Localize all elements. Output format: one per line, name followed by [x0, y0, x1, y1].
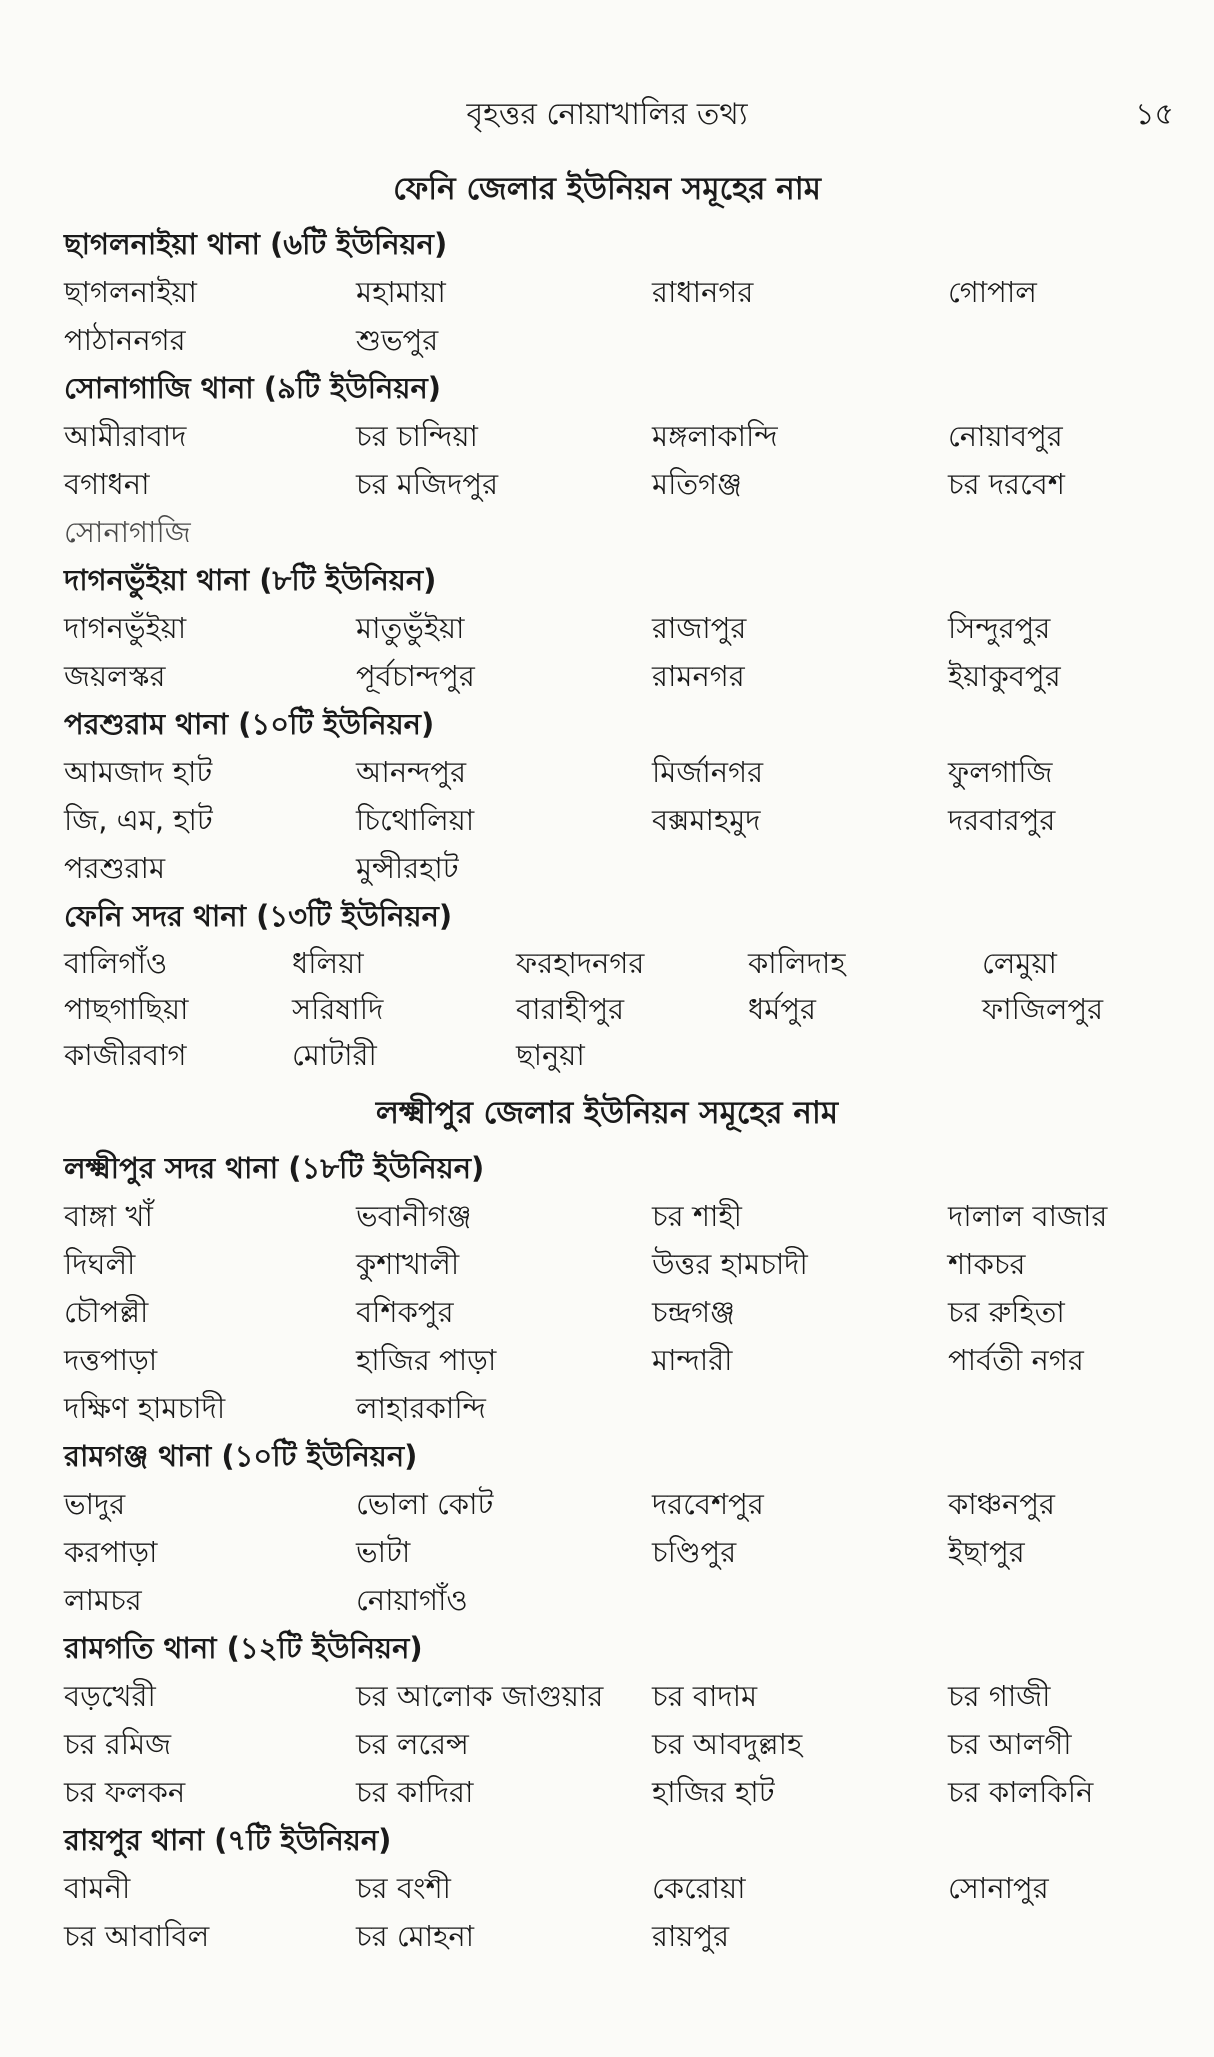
union-row — [64, 748, 1144, 796]
union-name: লামচর — [64, 1583, 142, 1617]
union-row — [64, 1336, 1144, 1384]
union-name: দত্তপাড়া — [64, 1343, 158, 1377]
union-name: সোনাপুর — [948, 1871, 1049, 1905]
union-name: রাধানগর — [652, 275, 754, 309]
union-name: ধর্মপুর — [748, 992, 816, 1026]
thana-heading-lakshmipur-sadar: লক্ষ্মীপুর সদর থানা (১৮টি ইউনিয়ন) — [64, 1151, 485, 1185]
union-name: সিন্দুরপুর — [948, 611, 1051, 645]
union-name: চর কালকিনি — [948, 1775, 1094, 1809]
thana-heading-raipur: রায়পুর থানা (৭টি ইউনিয়ন) — [64, 1823, 392, 1857]
union-name: দিঘলী — [64, 1247, 136, 1281]
union-name: ছানুয়া — [516, 1038, 585, 1072]
union-name: চর বংশী — [356, 1871, 451, 1905]
thana-heading-ramganj: রামগঞ্জ থানা (১০টি ইউনিয়ন) — [64, 1439, 418, 1473]
union-name: ধলিয়া — [292, 946, 364, 980]
union-name: ছাগলনাইয়া — [64, 275, 197, 309]
union-name: মুন্সীরহাট — [356, 851, 459, 885]
union-name: রাজাপুর — [652, 611, 747, 645]
union-name: পার্বতী নগর — [948, 1343, 1084, 1377]
district-title-feni: ফেনি জেলার ইউনিয়ন সমূহের নাম — [393, 171, 821, 207]
district-title-lakshmipur: লক্ষ্মীপুর জেলার ইউনিয়ন সমূহের নাম — [375, 1095, 839, 1131]
union-name: রামনগর — [652, 659, 745, 693]
union-name: চৌপল্লী — [64, 1295, 149, 1329]
union-name: বারাহীপুর — [516, 992, 625, 1026]
union-name: চর লরেন্স — [356, 1727, 469, 1761]
union-name: ভাদুর — [64, 1487, 126, 1521]
union-name: কাঞ্চনপুর — [948, 1487, 1055, 1521]
thana-heading-parshuram: পরশুরাম থানা (১০টি ইউনিয়ন) — [64, 707, 435, 741]
union-name: চর ফলকন — [64, 1775, 186, 1809]
union-name: মঙ্গলাকান্দি — [652, 419, 778, 453]
union-name: মির্জানগর — [652, 755, 764, 789]
page-content — [64, 158, 1144, 1960]
union-name: কালিদাহ — [748, 946, 846, 980]
page-number: ১৫ — [1135, 97, 1174, 132]
union-name: চর আলোক জাগুয়ার — [356, 1679, 604, 1713]
union-name: চর মোহনা — [356, 1919, 475, 1953]
union-name: হাজির পাড়া — [356, 1343, 497, 1377]
running-title: বৃহত্তর নোয়াখালির তথ্য — [466, 97, 748, 132]
union-row — [64, 844, 1144, 892]
union-name: বালিগাঁও — [64, 946, 168, 980]
union-name: উত্তর হামচাদী — [652, 1247, 808, 1281]
union-row — [64, 1528, 1144, 1576]
union-name: সরিষাদি — [292, 992, 384, 1026]
union-name: জি, এম, হাট — [64, 803, 213, 837]
union-name: পাঠাননগর — [64, 323, 186, 357]
union-row — [64, 508, 1144, 556]
union-name: দরবেশপুর — [652, 1487, 764, 1521]
union-name: ভবানীগঞ্জ — [356, 1199, 472, 1233]
union-name: বগাধনা — [64, 467, 150, 501]
thana-heading-feni-sadar: ফেনি সদর থানা (১৩টি ইউনিয়ন) — [64, 899, 453, 933]
union-row — [64, 604, 1144, 652]
union-name: পূর্বচান্দপুর — [356, 659, 475, 693]
union-row — [64, 268, 1144, 316]
union-name: চর আবাবিল — [64, 1919, 210, 1953]
union-name: দাগনভুঁইয়া — [64, 611, 187, 645]
union-name: দরবারপুর — [948, 803, 1056, 837]
union-name: মান্দারী — [652, 1343, 733, 1377]
union-name: গোপাল — [948, 275, 1037, 309]
union-name: চর শাহী — [652, 1199, 742, 1233]
union-row — [64, 940, 1144, 986]
union-name: চর দরবেশ — [948, 467, 1065, 501]
union-row — [64, 1576, 1144, 1624]
union-name: রায়পুর — [652, 1919, 730, 1953]
union-name: চর মজিদপুর — [356, 467, 499, 501]
union-name: চর রমিজ — [64, 1727, 172, 1761]
thana-heading-daganbhuiyan: দাগনভুঁইয়া থানা (৮টি ইউনিয়ন) — [64, 563, 437, 597]
union-row — [64, 1768, 1144, 1816]
union-name: সোনাগাজি — [64, 515, 191, 549]
union-row — [64, 1384, 1144, 1432]
union-name: জয়লস্কর — [64, 659, 166, 693]
union-row — [64, 986, 1144, 1032]
union-row — [64, 412, 1144, 460]
union-row — [64, 316, 1144, 364]
union-name: করপাড়া — [64, 1535, 158, 1569]
union-name: বড়খেরী — [64, 1679, 156, 1713]
union-name: চর কাদিরা — [356, 1775, 474, 1809]
union-name: শাকচর — [948, 1247, 1026, 1281]
union-row — [64, 1864, 1144, 1912]
union-name: চর বাদাম — [652, 1679, 758, 1713]
union-row — [64, 1288, 1144, 1336]
union-row — [64, 652, 1144, 700]
union-name: দালাল বাজার — [948, 1199, 1108, 1233]
thana-heading-ramgati: রামগতি থানা (১২টি ইউনিয়ন) — [64, 1631, 423, 1665]
union-name: ভাটা — [356, 1535, 411, 1569]
union-name: দক্ষিণ হামচাদী — [64, 1391, 226, 1425]
union-name: আনন্দপুর — [356, 755, 467, 789]
union-name: বাঙ্গা খাঁ — [64, 1199, 153, 1233]
union-name: চণ্ডিপুর — [652, 1535, 737, 1569]
union-row — [64, 1480, 1144, 1528]
union-name: ভোলা কোট — [356, 1487, 494, 1521]
union-name: কাজীরবাগ — [64, 1038, 187, 1072]
union-name: আমজাদ হাট — [64, 755, 213, 789]
union-name: কুশাখালী — [356, 1247, 460, 1281]
union-name: আমীরাবাদ — [64, 419, 187, 453]
union-name: বক্সমাহমুদ — [652, 803, 761, 837]
union-name: চর চান্দিয়া — [356, 419, 478, 453]
union-row — [64, 1720, 1144, 1768]
union-name: মতিগঞ্জ — [652, 467, 742, 501]
thana-heading-chhagalnaiya: ছাগলনাইয়া থানা (৬টি ইউনিয়ন) — [64, 227, 448, 261]
union-name: চর রুহিতা — [948, 1295, 1065, 1329]
union-row — [64, 460, 1144, 508]
thana-heading-sonagazi: সোনাগাজি থানা (৯টি ইউনিয়ন) — [64, 371, 442, 405]
union-name: ফরহাদনগর — [516, 946, 645, 980]
union-name: চিথোলিয়া — [356, 803, 475, 837]
union-name: পরশুরাম — [64, 851, 166, 885]
union-name: নোয়াবপুর — [948, 419, 1063, 453]
union-name: শুভপুর — [356, 323, 439, 357]
union-name: হাজির হাট — [652, 1775, 775, 1809]
union-name: চন্দ্রগঞ্জ — [652, 1295, 735, 1329]
union-row — [64, 1240, 1144, 1288]
union-name: লেমুয়া — [982, 946, 1057, 980]
union-name: বশিকপুর — [356, 1295, 454, 1329]
union-name: ফুলগাজি — [948, 755, 1053, 789]
union-name: ফাজিলপুর — [982, 992, 1104, 1026]
union-name: মোটারী — [292, 1038, 377, 1072]
union-name: চর আবদুল্লাহ — [652, 1727, 803, 1761]
union-name: চর গাজী — [948, 1679, 1051, 1713]
union-row — [64, 1672, 1144, 1720]
union-row — [64, 796, 1144, 844]
union-row — [64, 1032, 1144, 1078]
union-name: বামনী — [64, 1871, 131, 1905]
union-name: ইছাপুর — [948, 1535, 1025, 1569]
union-name: চর আলগী — [948, 1727, 1072, 1761]
union-row — [64, 1912, 1144, 1960]
running-header — [0, 90, 1214, 140]
union-name: মহামায়া — [356, 275, 446, 309]
union-row — [64, 1192, 1144, 1240]
union-name: কেরোয়া — [652, 1871, 746, 1905]
union-name: পাছগাছিয়া — [64, 992, 189, 1026]
union-name: নোয়াগাঁও — [356, 1583, 468, 1617]
union-name: ইয়াকুবপুর — [948, 659, 1061, 693]
union-name: লাহারকান্দি — [356, 1391, 486, 1425]
union-name: মাতুভুঁইয়া — [356, 611, 465, 645]
